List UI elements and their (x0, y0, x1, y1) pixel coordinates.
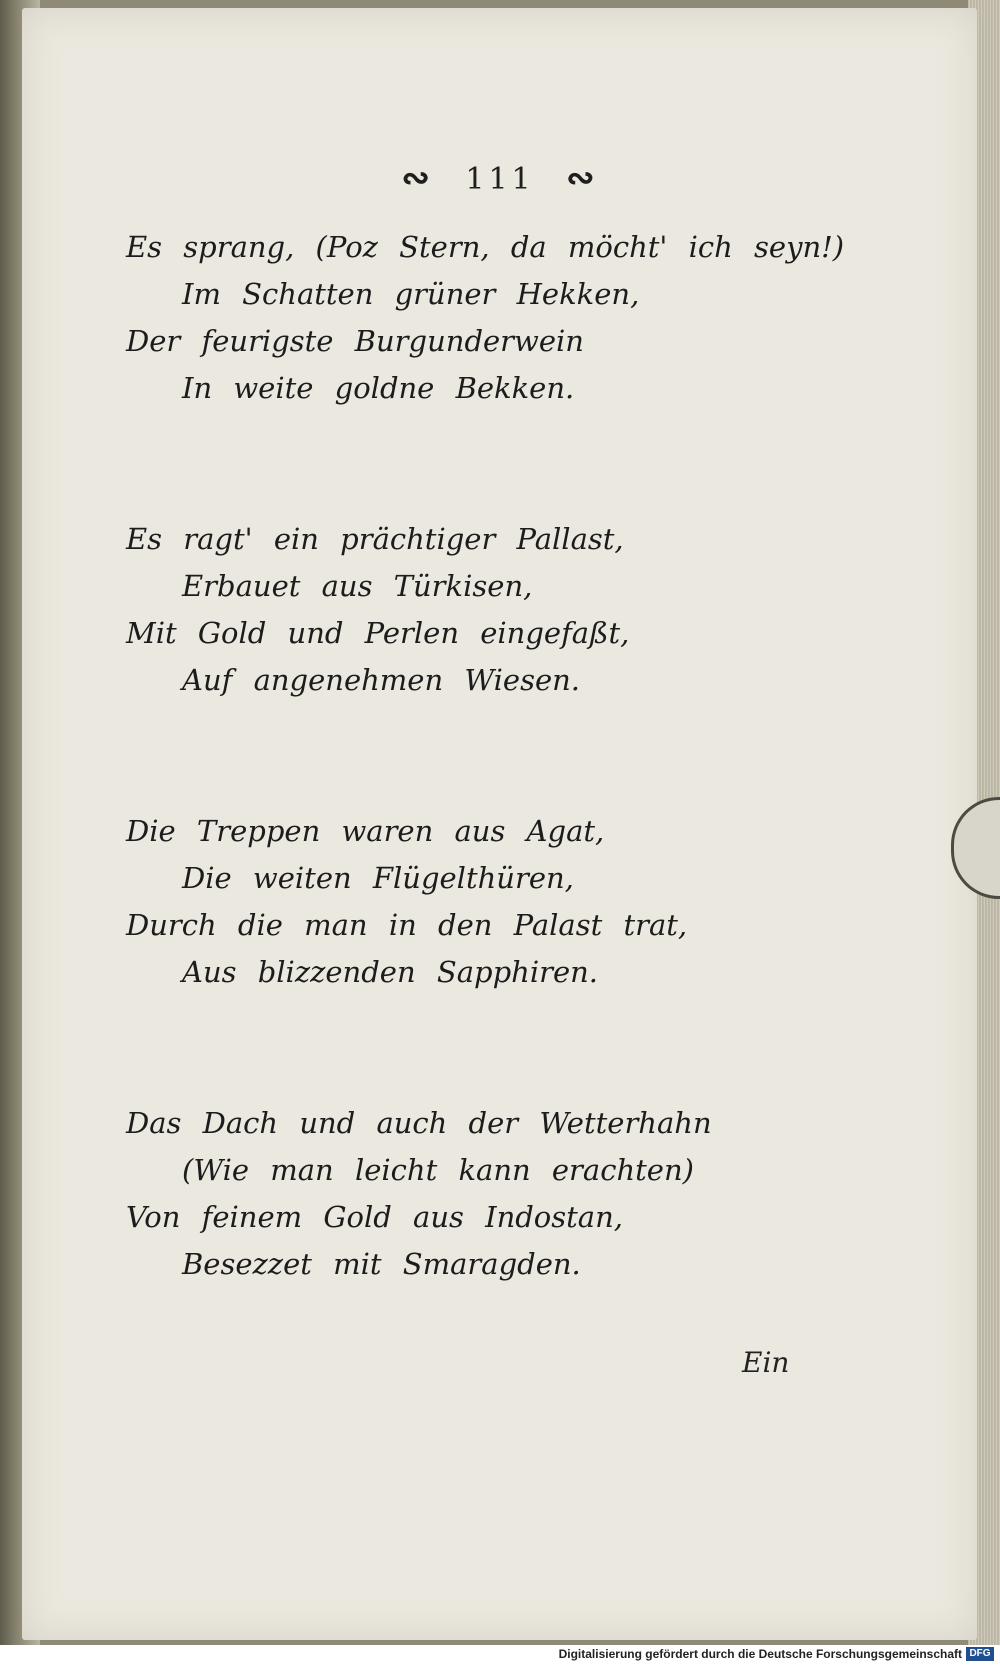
stanza-1 (126, 224, 845, 412)
page-number: 111 (465, 162, 535, 197)
verse-line: Der feurigste Burgunderwein (126, 324, 584, 358)
footer-credit: Digitalisierung gefördert durch die Deutsche Forschungsgemeinschaft (558, 1647, 962, 1661)
verse-line: Das Dach und auch der Wetterhahn (126, 1106, 712, 1140)
verse-line: Auf angenehmen Wiesen. (182, 663, 581, 697)
verse-line: Von feinem Gold aus Indostan, (126, 1200, 623, 1234)
verse-line: Es ragt' ein prächtiger Pallast, (126, 522, 624, 556)
stanza-4 (126, 1100, 806, 1288)
ornament-left-icon: ∾ (401, 158, 434, 198)
verse-line: Die Treppen waren aus Agat, (126, 814, 605, 848)
verse-line: (Wie man leicht kann erachten) (182, 1153, 694, 1187)
stanza-2 (126, 516, 806, 704)
dfg-logo: DFG (966, 1647, 994, 1661)
verse-line: Im Schatten grüner Hekken, (182, 277, 640, 311)
verse-line: Es sprang, (Poz Stern, da möcht' ich seyn!) (126, 230, 845, 264)
verse-line: Erbauet aus Türkisen, (182, 569, 533, 603)
verse-line: Aus blizzenden Sapphiren. (182, 955, 599, 989)
ornament-right-icon: ∾ (566, 158, 599, 198)
catchword: Ein (742, 1346, 790, 1379)
page-header (0, 158, 1000, 198)
verse-line: In weite goldne Bekken. (182, 371, 575, 405)
verse-line: Besezzet mit Smaragden. (182, 1247, 581, 1281)
stanza-3 (126, 808, 806, 996)
verse-line: Durch die man in den Palast trat, (126, 908, 688, 942)
verse-line: Die weiten Flügelthüren, (182, 861, 574, 895)
verse-line: Mit Gold und Perlen eingefaßt, (126, 616, 630, 650)
